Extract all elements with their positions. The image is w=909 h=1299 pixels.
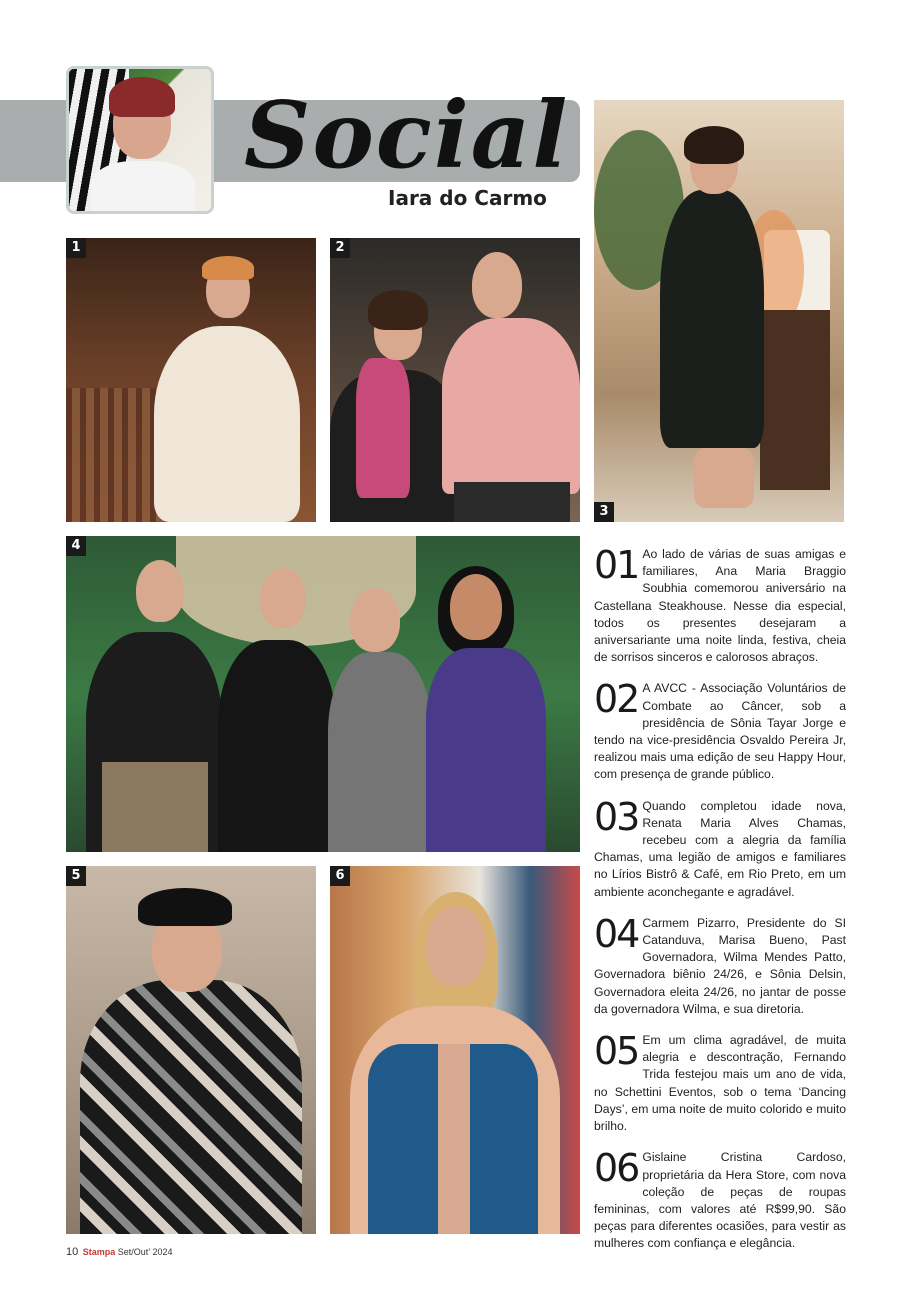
article-6 [594,1146,846,1252]
photo-number: 3 [594,502,614,522]
photo-3 [594,100,844,522]
article-text: Carmem Pizarro, Presidente do SI Catanduva, Marisa Bueno, Past Governadora, Wilma Mendes Patto, Governadora biênio 24/26, e Sônia Delsin, Governadora eleita 24/26, no jantar de posse da governadora Wilma, e sua diretoria. [594,915,846,1016]
page-title: Social [244,81,570,189]
article-3 [594,794,846,901]
columnist-name: Iara do Carmo [388,186,547,210]
page-footer [66,1246,173,1258]
photo-6 [330,866,580,1234]
article-text: Em um clima agradável, de muita alegria e descontração, Fernando Trida festejou mais um ano de vida, no Schettini Eventos, sob o tema ‘Dancing Days’, em uma noite de muito colorido e muito brilho. [594,1033,846,1134]
article-number: 02 [594,677,639,722]
photo-1 [66,238,316,522]
photo-5 [66,866,316,1234]
photo-number: 6 [330,866,350,886]
article-number: 06 [594,1146,639,1191]
article-text: Ao lado de várias de suas amigas e familiares, Ana Maria Braggio Soubhia comemorou aniversário na Castellana Steakhouse. Nesse dia especial, todos os presentes desejaram a aniversariante uma noite linda, festiva, cheia de sorrisos sinceros e calorosos abraços. [594,547,846,665]
articles-column [594,543,846,1267]
photo-2 [330,238,580,522]
photo-4 [66,536,580,852]
page-number: 10 [66,1246,79,1258]
article-1 [594,543,846,666]
article-4 [594,911,846,1018]
magazine-brand: Stampa [82,1247,116,1257]
article-5 [594,1029,846,1135]
article-2 [594,677,846,783]
photo-number: 1 [66,238,86,258]
article-number: 05 [594,1029,639,1074]
photo-number: 4 [66,536,86,556]
article-number: 03 [594,794,639,839]
issue-date: Set/Out' 2024 [117,1247,173,1257]
article-number: 01 [594,543,639,587]
columnist-portrait [66,66,214,214]
photo-number: 2 [330,238,350,258]
photo-number: 5 [66,866,86,886]
article-text: A AVCC - Associação Voluntários de Combate ao Câncer, sob a presidência de Sônia Tayar Jorge e tendo na vice-presidência Osvaldo Pereira Jr, realizou mais uma edição de seu Happy Hour, com presença de grande público. [594,681,846,782]
article-text: Gislaine Cristina Cardoso, proprietária da Hera Store, com nova coleção de peças de roupas femininas, com valores até R$99,90. São peças para diferentes ocasiões, para vestir as mulheres com confiança e elegância. [594,1150,846,1251]
article-text: Quando completou idade nova, Renata Maria Alves Chamas, recebeu com a alegria da família Chamas, uma legião de amigos e familiares no Lírios Bistrô & Café, em Rio Preto, em um ambiente aconchegante e agradável. [594,798,846,899]
article-number: 04 [594,911,639,956]
